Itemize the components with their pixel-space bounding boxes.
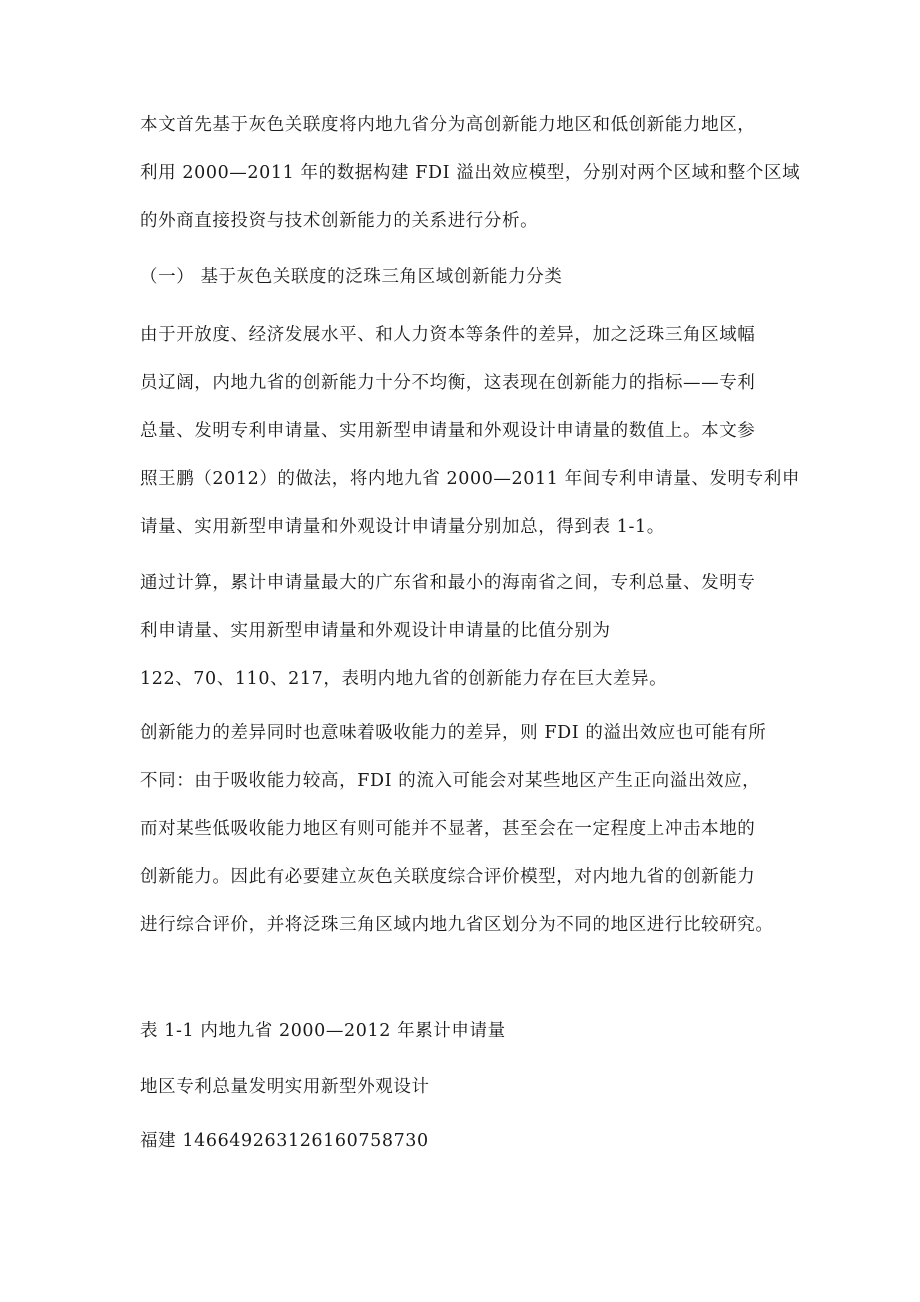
paragraph3-line-3: 而对某些低吸收能力地区有则可能并不显著，甚至会在一定程度上冲击本地的 xyxy=(140,819,756,839)
paragraph1-line-5: 请量、实用新型申请量和外观设计申请量分别加总，得到表 1-1。 xyxy=(140,517,665,537)
paragraph3-line-1: 创新能力的差异同时也意味着吸收能力的差异，则 FDI 的溢出效应也可能有所 xyxy=(140,723,767,743)
paragraph2-line-2: 利申请量、实用新型申请量和外观设计申请量的比值分别为 xyxy=(140,621,611,641)
paragraph3-line-5: 进行综合评价，并将泛珠三角区域内地九省区划分为不同的地区进行比较研究。 xyxy=(140,915,774,935)
table-row: 福建 146649263126160758730 xyxy=(140,1131,429,1151)
paragraph1-line-4: 照王鹏（2012）的做法，将内地九省 2000—2011 年间专利申请量、发明专利申 xyxy=(140,469,800,489)
paragraph2-line-1: 通过计算，累计申请量最大的广东省和最小的海南省之间，专利总量、发明专 xyxy=(140,573,756,593)
intro-line-2: 利用 2000—2011 年的数据构建 FDI 溢出效应模型，分别对两个区域和整个区域 xyxy=(140,163,801,183)
paragraph2-line-3: 122、70、110、217，表明内地九省的创新能力存在巨大差异。 xyxy=(140,669,668,689)
section-heading: （一） 基于灰色关联度的泛珠三角区域创新能力分类 xyxy=(140,267,563,287)
paragraph1-line-3: 总量、发明专利申请量、实用新型申请量和外观设计申请量的数值上。本文参 xyxy=(140,421,756,441)
paragraph1-line-1: 由于开放度、经济发展水平、和人力资本等条件的差异，加之泛珠三角区域幅 xyxy=(140,325,756,345)
intro-line-1: 本文首先基于灰色关联度将内地九省分为高创新能力地区和低创新能力地区， xyxy=(140,115,756,135)
intro-line-3: 的外商直接投资与技术创新能力的关系进行分析。 xyxy=(140,211,539,231)
table-header-row: 地区专利总量发明实用新型外观设计 xyxy=(140,1077,430,1097)
table-caption: 表 1-1 内地九省 2000—2012 年累计申请量 xyxy=(140,1021,506,1041)
paragraph1-line-2: 员辽阔，内地九省的创新能力十分不均衡，这表现在创新能力的指标——专利 xyxy=(140,373,756,393)
paragraph3-line-4: 创新能力。因此有必要建立灰色关联度综合评价模型，对内地九省的创新能力 xyxy=(140,867,756,887)
paragraph3-line-2: 不同：由于吸收能力较高，FDI 的流入可能会对某些地区产生正向溢出效应， xyxy=(140,771,761,791)
